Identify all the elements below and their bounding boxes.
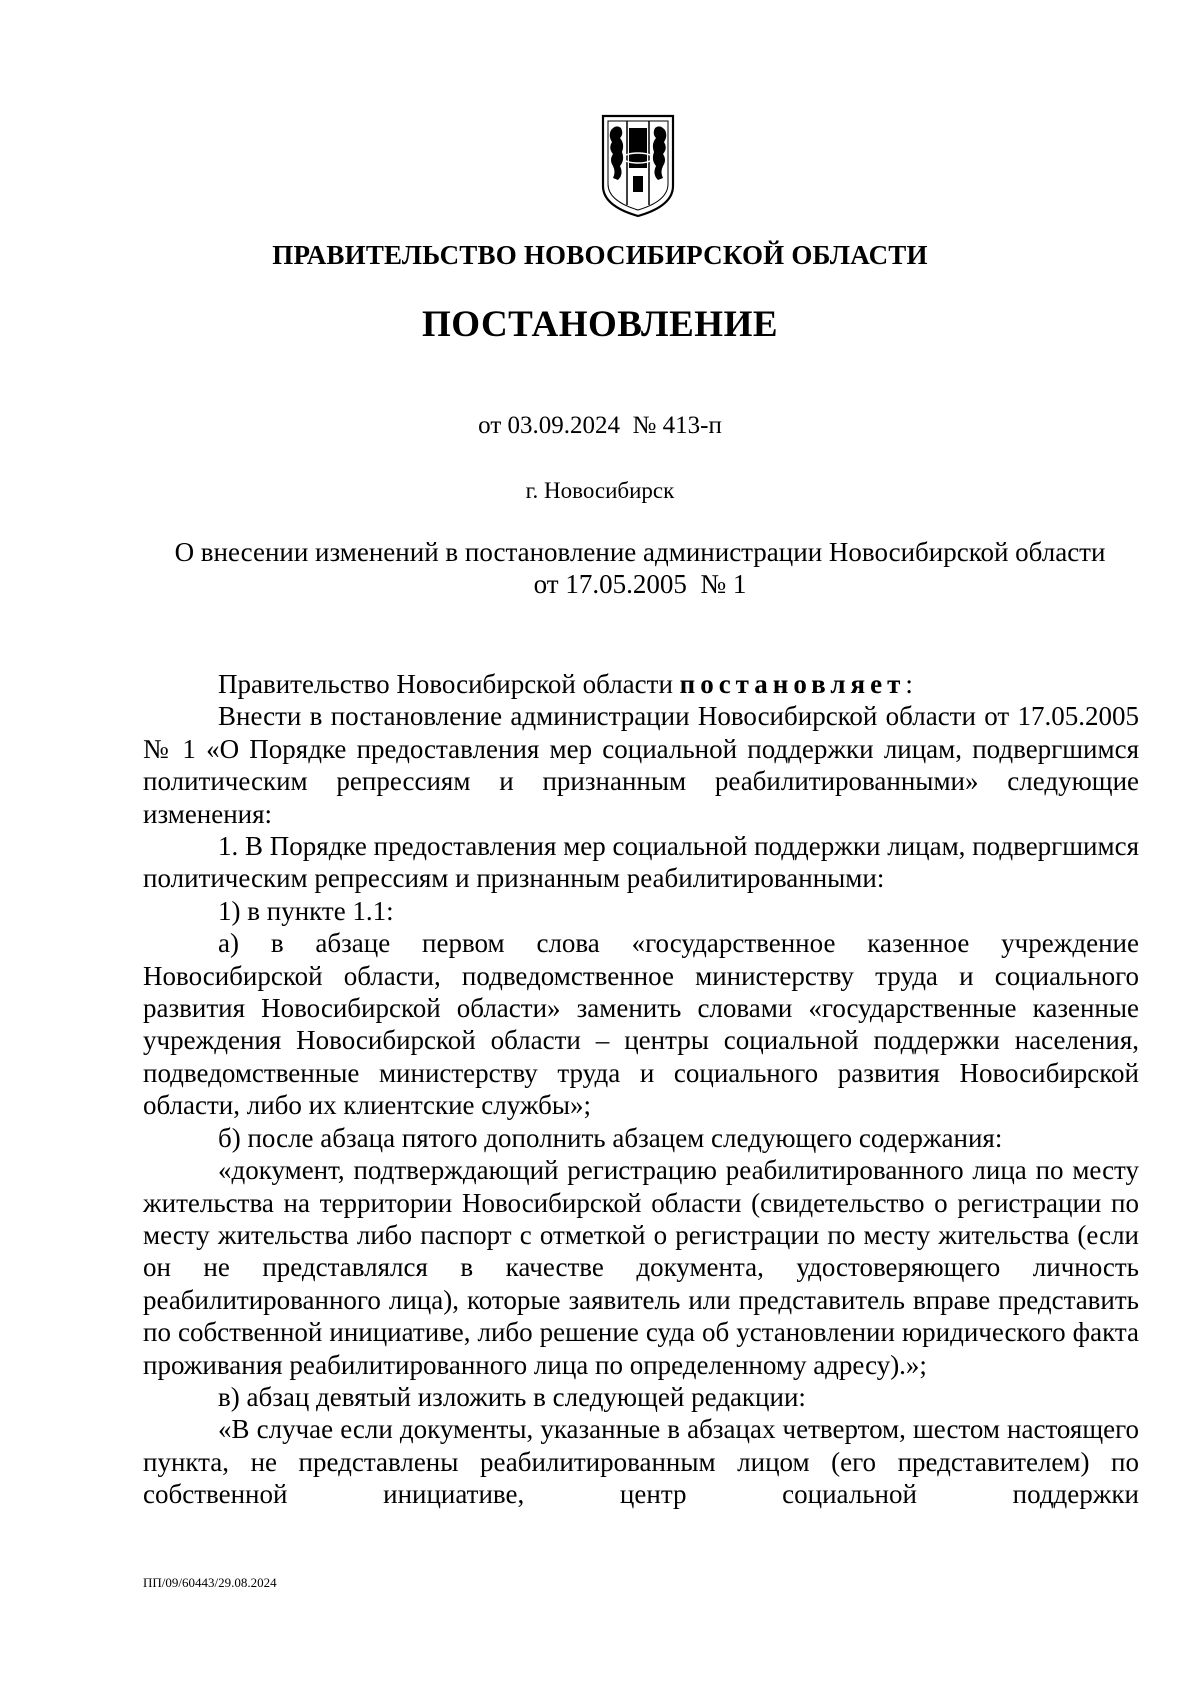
intro-colon: : (905, 669, 913, 699)
date-number-line (0, 412, 1200, 440)
footer-code: ПП/09/60443/29.08.2024 (143, 1575, 277, 1590)
paragraph-4: а) в абзаце первом слова «государственное казенное учреждение Новосибирской области, подведомственное министерству труда и социального развития Новосибирской области» заменить словами «государственные казенные учреждения Новосибирской области – центры социальной поддержки населения, подведомственные министерству труда и социального развития Новосибирской области, либо их клиентские службы»; (143, 928, 1139, 1121)
paragraph-intro (143, 668, 1139, 700)
coat-of-arms-icon (599, 112, 677, 220)
document-body (143, 668, 1139, 1511)
document-title (150, 536, 1130, 600)
city: г. Новосибирск (525, 478, 675, 503)
document-type: ПОСТАНОВЛЕНИЕ (421, 304, 779, 345)
paragraph-3: 1) в пункте 1.1: (218, 895, 394, 926)
intro-decree-word: постановляет (679, 669, 906, 699)
title-line-1: О внесении изменений в постановление администрации Новосибирской области (174, 537, 1106, 567)
document-date: от 03.09.2024 (478, 412, 621, 439)
intro-text: Правительство Новосибирской области (218, 669, 680, 699)
paragraph-6: «документ, подтверждающий регистрацию реабилитированного лица по месту жительства на территории Новосибирской области (свидетельство о регистрации по месту жительства либо паспорт с отметкой о регистрации по месту жительства (если он не представлялся в качестве документа, удостоверяющего личность реабилитированного лица), которые заявитель или представитель вправе представить по собственной инициативе, либо решение суда об установлении юридического факта проживания реабилитированного лица по определенному адресу).»; (143, 1155, 1139, 1380)
paragraph-2: 1. В Порядке предоставления мер социальной поддержки лицам, подвергшимся политическим репрессиям и признанным реабилитированными: (143, 831, 1139, 894)
paragraph-1: Внести в постановление администрации Новосибирской области от 17.05.2005 № 1 «О Порядке предоставления мер социальной поддержки лицам, подвергшимся политическим репрессиям и признанным реабилитированными» следующие изменения: (143, 701, 1139, 829)
paragraph-5: б) после абзаца пятого дополнить абзацем следующего содержания: (218, 1122, 1003, 1153)
title-line-2: от 17.05.2005 № 1 (533, 569, 747, 599)
document-number: № 413-п (632, 412, 722, 439)
paragraph-7: в) абзац девятый изложить в следующей редакции: (218, 1381, 806, 1412)
organization-name: ПРАВИТЕЛЬСТВО НОВОСИБИРСКОЙ ОБЛАСТИ (272, 240, 928, 270)
paragraph-8: «В случае если документы, указанные в абзацах четвертом, шестом настоящего пункта, не представлены реабилитированным лицом (его представителем) по собственной инициативе, центр социальной поддержки (143, 1414, 1139, 1510)
